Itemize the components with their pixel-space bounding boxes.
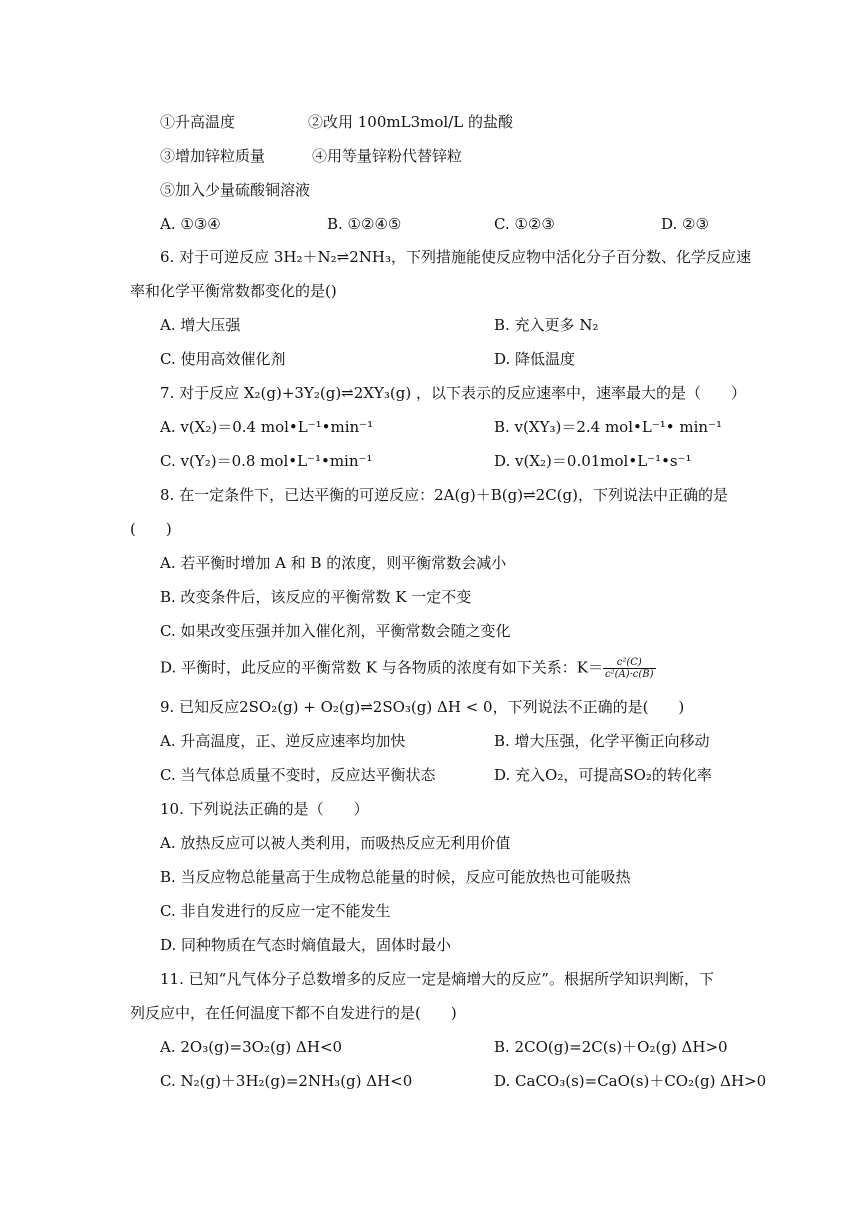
q10-option-b: B. 当反应物总能量高于生成物总能量的时候，反应可能放热也可能吸热 <box>160 868 631 886</box>
q11-option-c: C. N₂(g)＋3H₂(g)=2NH₃(g) ΔH<0 <box>160 1072 413 1090</box>
q5-option-3: ③增加锌粒质量 <box>160 147 266 165</box>
q8-stem-line1: 8. 在一定条件下，已达平衡的可逆反应：2A(g)＋B(g)⇌2C(g)，下列说法中正确的是 <box>160 486 728 504</box>
q11-stem-line1: 11. 已知“凡气体分子总数增多的反应一定是熵增大的反应”。根据所学知识判断，下 <box>160 970 714 988</box>
q5-choice-a: A. ①③④ <box>160 215 221 233</box>
q9-stem: 9. 已知反应2SO₂(g) + O₂(g)⇌2SO₃(g) ΔH < 0，下列说法不正确的是( ) <box>160 698 685 716</box>
q5-option-2: ②改用 100mL3mol/L 的盐酸 <box>308 113 513 131</box>
q6-option-b: B. 充入更多 N₂ <box>494 316 599 334</box>
fraction-numerator: c²(C) <box>603 657 656 669</box>
q10-option-a: A. 放热反应可以被人类利用，而吸热反应无利用价值 <box>160 834 511 852</box>
q11-option-a: A. 2O₃(g)=3O₂(g) ΔH<0 <box>160 1038 343 1056</box>
q8-option-b: B. 改变条件后，该反应的平衡常数 K 一定不变 <box>160 588 472 606</box>
q10-option-c: C. 非自发进行的反应一定不能发生 <box>160 902 391 920</box>
q10-stem: 10. 下列说法正确的是（ ） <box>160 800 369 818</box>
fraction-denominator: c²(A)·c(B) <box>604 669 654 680</box>
q5-choice-d: D. ②③ <box>661 215 709 233</box>
q7-stem: 7. 对于反应 X₂(g)+3Y₂(g)⇌2XY₃(g) ，以下表示的反应速率中，速率最大的是（ ） <box>160 384 746 402</box>
q5-choice-b: B. ①②④⑤ <box>327 215 402 233</box>
q8-option-d <box>160 657 656 680</box>
q9-option-b: B. 增大压强，化学平衡正向移动 <box>494 732 710 750</box>
q11-option-b: B. 2CO(g)=2C(s)＋O₂(g) ΔH>0 <box>494 1038 728 1056</box>
q9-option-d: D. 充入O₂，可提高SO₂的转化率 <box>494 766 712 784</box>
q6-stem-line2: 率和化学平衡常数都变化的是() <box>130 282 337 300</box>
q6-stem-line1: 6. 对于可逆反应 3H₂＋N₂⇌2NH₃，下列措施能使反应物中活化分子百分数、化学反应速 <box>160 248 751 266</box>
q8-stem-line2: ( ) <box>130 520 172 538</box>
q11-stem-line2: 列反应中，在任何温度下都不自发进行的是( ) <box>130 1004 457 1022</box>
q8-option-d-text: D. 平衡时，此反应的平衡常数 K 与各物质的浓度有如下关系：K＝ <box>160 658 603 677</box>
q5-option-4: ④用等量锌粉代替锌粒 <box>312 147 463 165</box>
q5-option-1: ①升高温度 <box>160 113 236 131</box>
equilibrium-constant-fraction <box>603 657 656 680</box>
q8-option-c: C. 如果改变压强并加入催化剂，平衡常数会随之变化 <box>160 622 511 640</box>
q7-option-d: D. v(X₂)＝0.01mol•L⁻¹•s⁻¹ <box>494 452 692 470</box>
q11-option-d: D. CaCO₃(s)=CaO(s)＋CO₂(g) ΔH>0 <box>494 1072 767 1090</box>
q5-choice-c: C. ①②③ <box>494 215 555 233</box>
q8-option-a: A. 若平衡时增加 A 和 B 的浓度，则平衡常数会减小 <box>160 554 507 572</box>
q5-option-5: ⑤加入少量硫酸铜溶液 <box>160 181 311 199</box>
q7-option-a: A. v(X₂)＝0.4 mol•L⁻¹•min⁻¹ <box>160 418 374 436</box>
q7-option-c: C. v(Y₂)＝0.8 mol•L⁻¹•min⁻¹ <box>160 452 373 470</box>
q9-option-a: A. 升高温度，正、逆反应速率均加快 <box>160 732 406 750</box>
q7-option-b: B. v(XY₃)＝2.4 mol•L⁻¹• min⁻¹ <box>494 418 722 436</box>
q6-option-c: C. 使用高效催化剂 <box>160 350 286 368</box>
q6-option-d: D. 降低温度 <box>494 350 576 368</box>
q6-option-a: A. 增大压强 <box>160 316 241 334</box>
q10-option-d: D. 同种物质在气态时熵值最大，固体时最小 <box>160 936 452 954</box>
q9-option-c: C. 当气体总质量不变时，反应达平衡状态 <box>160 766 436 784</box>
